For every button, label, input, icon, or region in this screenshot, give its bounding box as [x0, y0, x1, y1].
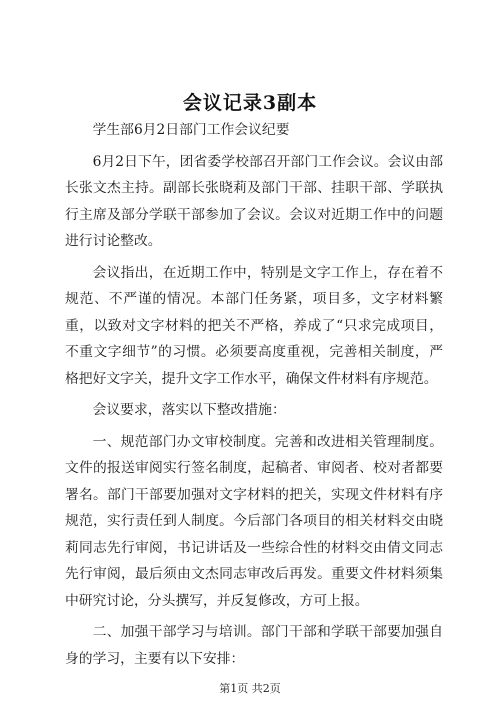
paragraph-3: 会议要求，落实以下整改措施：: [92, 402, 286, 418]
document-title: 会议记录3副本: [182, 92, 318, 114]
document-body: [65, 117, 443, 672]
paragraph-5: 二、加强干部学习与培训。部门干部和学联干部要加强自身的学习，主要有以下安排：: [65, 624, 443, 667]
paragraph-1: 6月2日下午，团省委学校部召开部门工作会议。会议由部长张文杰主持。副部长张晓莉及部门干部、挂职干部、学联执行主席及部分学联干部参加了会议。会议对近期工作中的问题进行讨论整改。: [65, 153, 443, 249]
paragraph-4: 一、规范部门办文审校制度。完善和改进相关管理制度。文件的报送审阅实行签名制度，起稿者、审阅者、校对者都要署名。部门干部要加强对文字材料的把关，实现文件材料有序规范，实行责任到人制度。今后部门各项目的相关材料交由晓莉同志先行审阅，书记讲话及一些综合性的材料交由倩文同志先行审阅，最后须由文杰同志审改后再发。重要文件材料须集中研究讨论，分头撰写，并反复修改，方可上报。: [65, 433, 443, 609]
page-footer: 第1页 共2页: [219, 682, 281, 695]
document-subtitle: 学生部6月2日部门工作会议纪要: [92, 122, 290, 138]
paragraph-2: 会议指出，在近期工作中，特别是文字工作上，存在着不规范、不严谨的情况。本部门任务紧，项目多，文字材料繁重，以致对文字材料的把关不严格，养成了“只求完成项目，不重文字细节”的习惯。必须要高度重视，完善相关制度，严格把好文字关，提升文字工作水平，确保文件材料有序规范。: [65, 264, 443, 387]
